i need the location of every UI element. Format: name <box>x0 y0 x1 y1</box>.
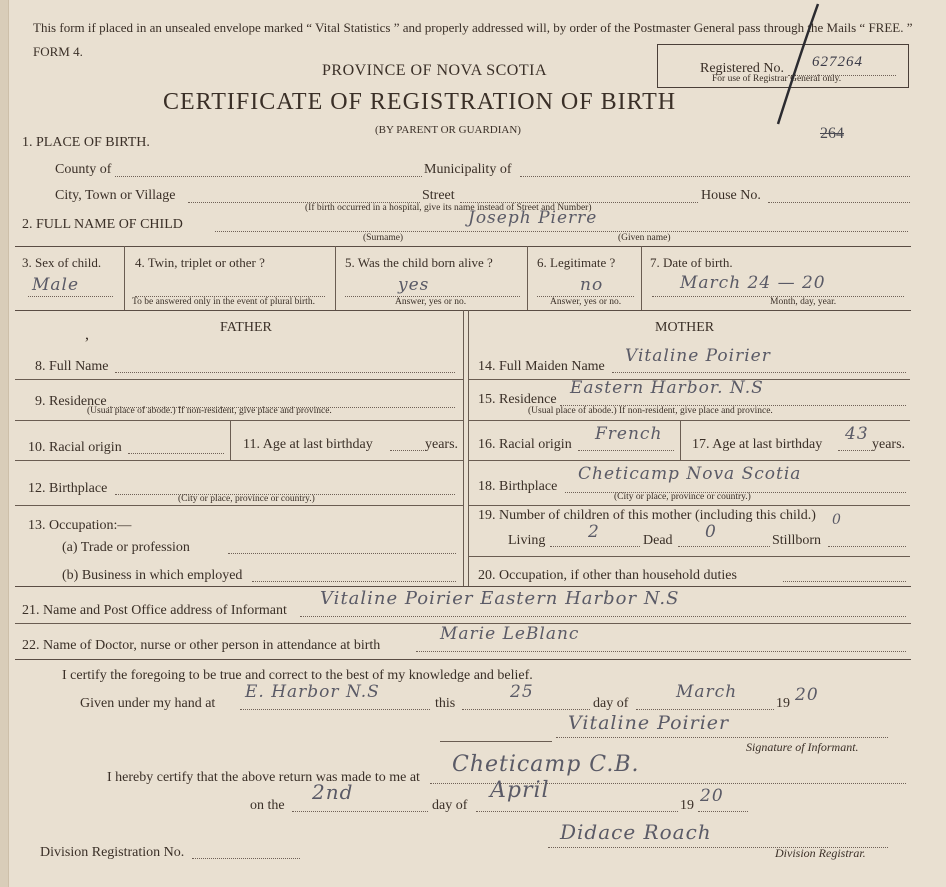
on-the-label: on the <box>250 798 285 813</box>
province-heading: PROVINCE OF NOVA SCOTIA <box>322 62 548 79</box>
house-label: House No. <box>701 188 761 203</box>
registrar-signature: Didace Roach <box>560 820 712 844</box>
living-value: 2 <box>588 522 600 542</box>
given-name-caption: (Given name) <box>618 233 671 243</box>
city-label: City, Town or Village <box>55 188 176 203</box>
father-birthplace-label: 12. Birthplace <box>28 481 108 496</box>
father-years-label: years. <box>425 437 459 452</box>
form-number: FORM 4. <box>33 44 83 59</box>
given-year-prefix: 19 <box>776 696 790 711</box>
child-name-value: Joseph Pierre <box>468 208 598 228</box>
mother-residence-label: 15. Residence <box>478 392 557 407</box>
mother-residence-value: Eastern Harbor. N.S <box>570 378 764 398</box>
given-year-value: 20 <box>795 685 819 705</box>
mother-birthplace-label: 18. Birthplace <box>478 479 558 494</box>
dead-value: 0 <box>705 522 717 542</box>
legitimate-note: Answer, yes or no. <box>550 297 622 307</box>
given-under-label: Given under my hand at <box>80 696 216 711</box>
father-residence-label: 9. Residence <box>35 394 107 409</box>
certify-statement: I certify the foregoing to be true and correct to the best of my knowledge and belief. <box>62 668 533 683</box>
mother-age-label: 17. Age at last birthday <box>692 437 823 452</box>
registrar-month-value: April <box>490 778 550 803</box>
father-occupation-label: 13. Occupation:— <box>28 518 132 533</box>
father-business-label: (b) Business in which employed <box>62 568 243 583</box>
registrar-caption: Division Registrar. <box>775 846 866 860</box>
doctor-label: 22. Name of Doctor, nurse or other person in attendance at birth <box>22 638 381 653</box>
mother-racial-label: 16. Racial origin <box>478 437 572 452</box>
children-count-label: 19. Number of children of this mother (including this child.) <box>478 508 816 523</box>
municipality-label: Municipality of <box>424 162 512 177</box>
father-heading: FATHER <box>220 320 272 335</box>
living-label: Living <box>508 533 546 548</box>
child-name-label: 2. FULL NAME OF CHILD <box>22 217 183 232</box>
margin-number: 264 <box>820 125 844 142</box>
division-registration-label: Division Registration No. <box>40 845 185 860</box>
father-name-label: 8. Full Name <box>35 359 109 374</box>
given-day-value: 25 <box>510 682 534 702</box>
county-label: County of <box>55 162 112 177</box>
informant-signature-caption: Signature of Informant. <box>746 740 859 754</box>
mother-years-label: years. <box>872 437 906 452</box>
surname-caption: (Surname) <box>363 233 404 243</box>
place-of-birth-label: 1. PLACE OF BIRTH. <box>22 135 150 150</box>
ink-stroke <box>778 4 818 124</box>
mother-heading: MOTHER <box>655 320 715 335</box>
registered-note: For use of Registrar General only. <box>712 74 842 84</box>
legitimate-label: 6. Legitimate ? <box>537 255 616 270</box>
registrar-day-value: 2nd <box>312 780 354 804</box>
street-label: Street <box>422 188 455 203</box>
mother-racial-value: French <box>595 424 663 444</box>
hospital-note: (If birth occurred in a hospital, give its name instead of Street and Number) <box>305 203 592 213</box>
mother-name-label: 14. Full Maiden Name <box>478 359 605 374</box>
alive-note: Answer, yes or no. <box>395 297 467 307</box>
check-stroke <box>760 0 830 130</box>
sex-label: 3. Sex of child. <box>22 255 102 270</box>
page-title: CERTIFICATE OF REGISTRATION OF BIRTH <box>163 89 677 115</box>
informant-signature: Vitaline Poirier <box>568 712 730 734</box>
return-place-value: Cheticamp C.B. <box>452 752 640 777</box>
registered-number: 627264 <box>812 54 863 70</box>
paper-edge <box>0 0 9 887</box>
mother-name-value: Vitaline Poirier <box>625 346 771 366</box>
stillborn-value: 0 <box>832 512 842 528</box>
mailing-notice: This form if placed in an unsealed envelope marked “ Vital Statistics ” and properly addressed will, by order of the Postmaster General pass through the Mails “ FREE. ” <box>33 20 913 35</box>
alive-label: 5. Was the child born alive ? <box>345 255 493 270</box>
return-label: I hereby certify that the above return was made to me at <box>107 770 420 785</box>
legitimate-value: no <box>580 275 604 295</box>
day-of-label: day of <box>593 696 629 711</box>
dead-label: Dead <box>643 533 673 548</box>
twin-label: 4. Twin, triplet or other ? <box>135 255 265 270</box>
mother-occupation-label: 20. Occupation, if other than household duties <box>478 568 737 583</box>
father-racial-label: 10. Racial origin <box>28 440 122 455</box>
registrar-day-of-label: day of <box>432 798 468 813</box>
given-month-value: March <box>676 682 738 702</box>
registrar-year-value: 20 <box>700 786 724 806</box>
informant-label: 21. Name and Post Office address of Informant <box>22 603 287 618</box>
alive-value: yes <box>398 275 430 295</box>
father-trade-label: (a) Trade or profession <box>62 540 190 555</box>
page-subtitle: (BY PARENT OR GUARDIAN) <box>375 124 521 136</box>
father-birthplace-note: (City or place, province or country.) <box>178 494 315 504</box>
given-place-value: E. Harbor N.S <box>245 682 380 702</box>
mother-birthplace-value: Cheticamp Nova Scotia <box>578 464 802 484</box>
twin-note: To be answered only in the event of plural birth. <box>132 297 315 307</box>
mother-residence-note: (Usual place of abode.) If non-resident, give place and province. <box>528 406 773 416</box>
doctor-value: Marie LeBlanc <box>440 624 580 644</box>
birth-date-note: Month, day, year. <box>770 297 837 307</box>
this-label: this <box>435 696 456 711</box>
margin-mark: , <box>85 326 89 343</box>
registrar-year-prefix: 19 <box>680 798 694 813</box>
birth-date-label: 7. Date of birth. <box>650 255 733 270</box>
mother-birthplace-note: (City or place, province or country.) <box>614 492 751 502</box>
stillborn-label: Stillborn <box>772 533 822 548</box>
informant-value: Vitaline Poirier Eastern Harbor N.S <box>320 588 680 609</box>
father-residence-note: (Usual place of abode.) If non-resident, give place and province. <box>87 406 332 416</box>
mother-age-value: 43 <box>845 424 869 444</box>
registered-label: Registered No. <box>700 61 784 76</box>
birth-date-value: March 24 — 20 <box>680 273 826 293</box>
father-age-label: 11. Age at last birthday <box>243 437 373 452</box>
sex-value: Male <box>32 275 80 295</box>
